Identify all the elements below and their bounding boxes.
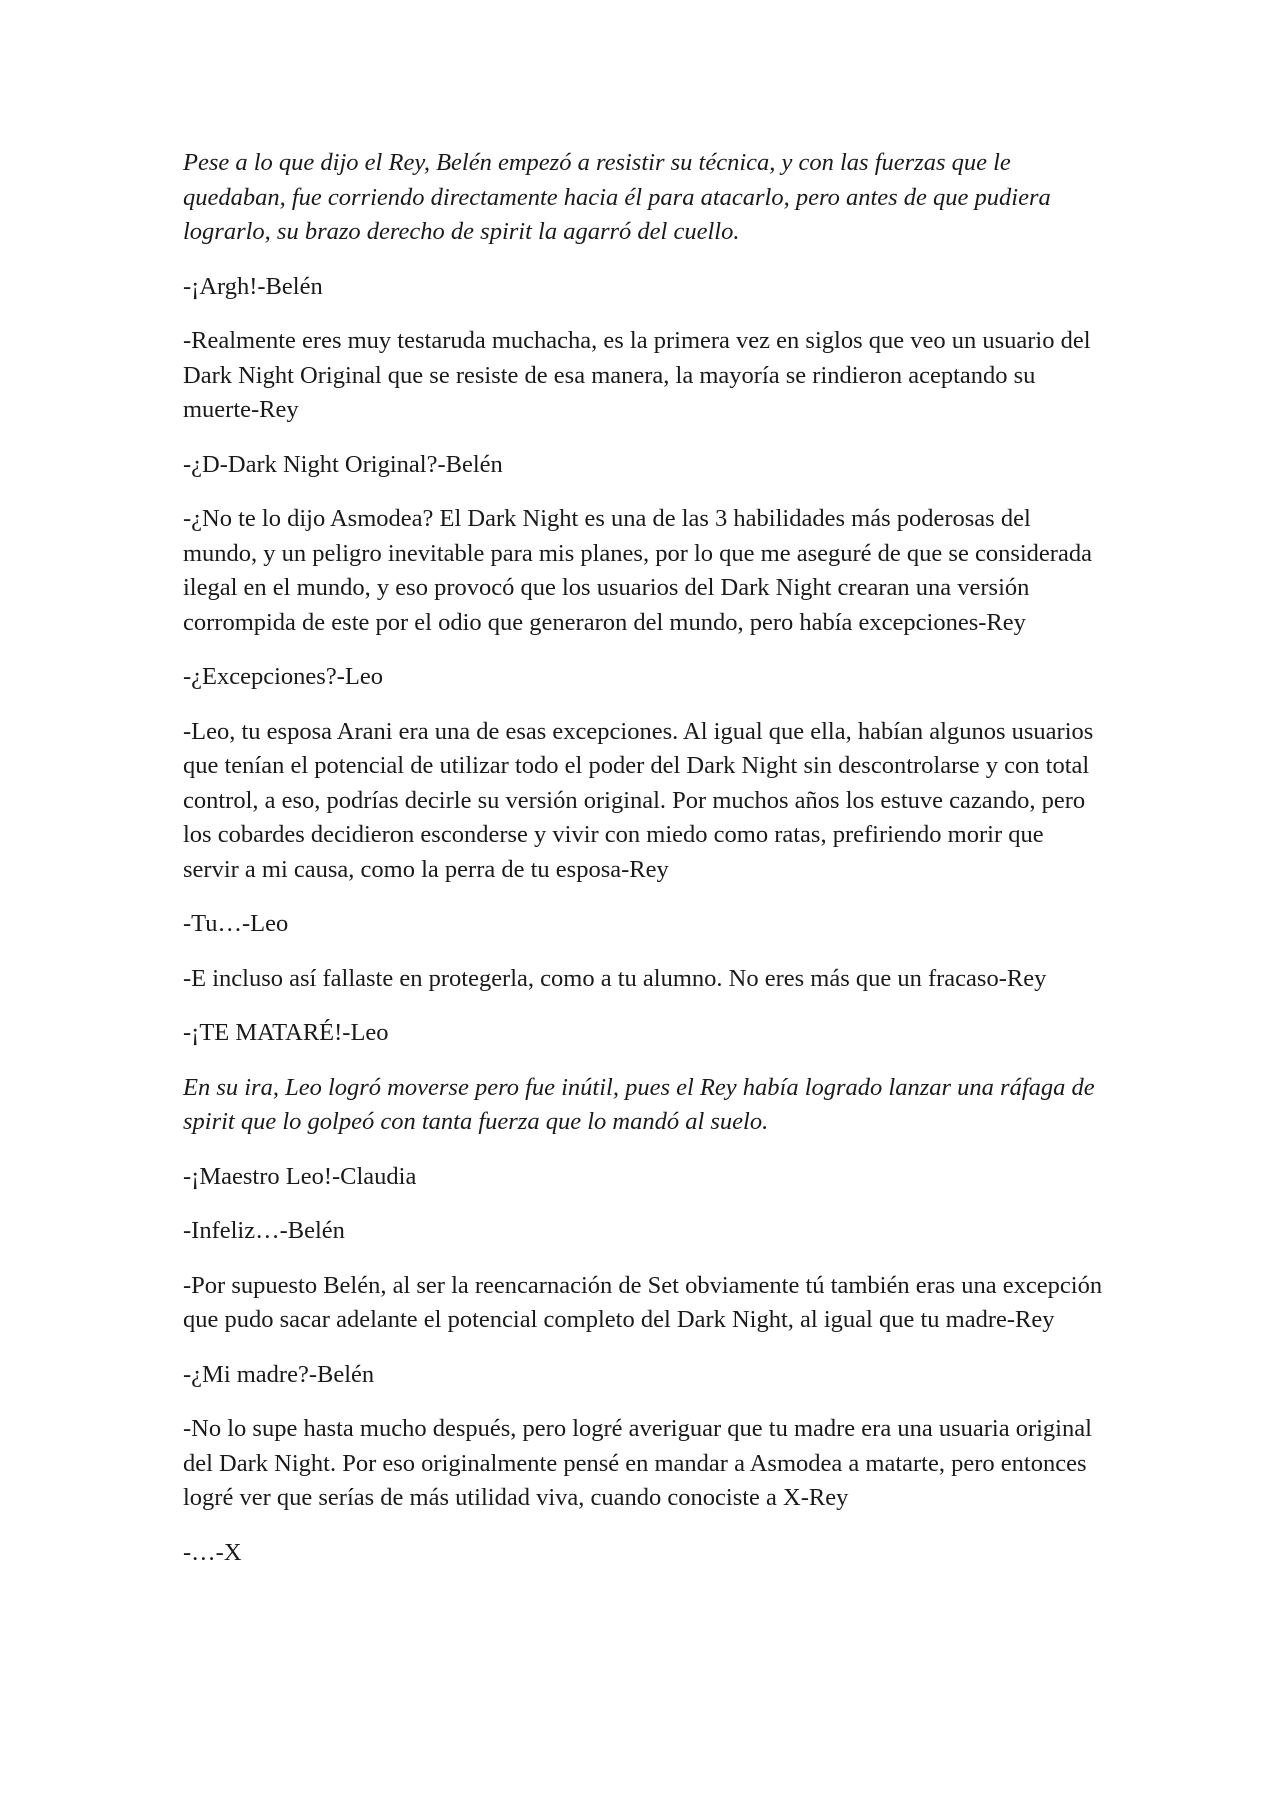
dialogue-line: -…-X bbox=[183, 1538, 242, 1566]
dialogue-line: -Por supuesto Belén, al ser la reencarnación de Set obviamente tú también eras una excepción que pudo sacar adelante el potencial completo del Dark Night, al igual que tu madre-Rey bbox=[183, 1271, 1103, 1333]
dialogue-line: -Realmente eres muy testaruda muchacha, es la primera vez en siglos que veo un usuario del Dark Night Original que se resiste de esa manera, la mayoría se rindieron aceptando su muerte-Rey bbox=[183, 327, 1091, 423]
dialogue-line: -¿D-Dark Night Original?-Belén bbox=[183, 450, 503, 478]
dialogue-line: -¿Excepciones?-Leo bbox=[183, 663, 383, 690]
dialogue-line: -¡Argh!-Belén bbox=[183, 272, 323, 300]
dialogue-line: -¡TE MATARÉ!-Leo bbox=[183, 1019, 389, 1046]
dialogue-line: -No lo supe hasta mucho después, pero logré averiguar que tu madre era una usuaria original del Dark Night. Por eso originalmente pensé en mandar a Asmodea a matarte, pero entonces logré ver que serías de más utilidad viva, cuando conociste a X-Rey bbox=[183, 1415, 1092, 1511]
dialogue-line: -¿No te lo dijo Asmodea? El Dark Night es una de las 3 habilidades más poderosas del mundo, y un peligro inevitable para mis planes, por lo que me aseguré de que se considerada ilegal en el mundo, y eso provocó que los usuarios del Dark Night crearan una versión corrompida de este por el odio que generaron del mundo, pero había excepciones-Rey bbox=[183, 505, 1092, 636]
narration-paragraph: Pese a lo que dijo el Rey, Belén empezó a resistir su técnica, y con las fuerzas que le quedaban, fue corriendo directamente hacia él para atacarlo, pero antes de que pudiera lograrlo, su brazo derecho de spirit la agarró del cuello. bbox=[183, 149, 1051, 245]
dialogue-line: -Infeliz…-Belén bbox=[183, 1217, 345, 1244]
dialogue-line: -Tu…-Leo bbox=[183, 910, 289, 937]
dialogue-line: -¡Maestro Leo!-Claudia bbox=[183, 1162, 417, 1190]
document-body bbox=[183, 146, 1103, 1590]
dialogue-line: -E incluso así fallaste en protegerla, como a tu alumno. No eres más que un fracaso-Rey bbox=[183, 964, 1047, 992]
dialogue-line: -Leo, tu esposa Arani era una de esas excepciones. Al igual que ella, habían algunos usuarios que tenían el potencial de utilizar todo el poder del Dark Night sin descontrolarse y con total control, a eso, podrías decirle su versión original. Por muchos años los estuve cazando, pero los cobardes decidieron esconderse y vivir con miedo como ratas, prefiriendo morir que servir a mi causa, como la perra de tu esposa-Rey bbox=[183, 717, 1094, 883]
dialogue-line: -¿Mi madre?-Belén bbox=[183, 1360, 375, 1388]
narration-paragraph: En su ira, Leo logró moverse pero fue inútil, pues el Rey había logrado lanzar una ráfaga de spirit que lo golpeó con tanta fuerza que lo mandó al suelo. bbox=[183, 1073, 1095, 1135]
